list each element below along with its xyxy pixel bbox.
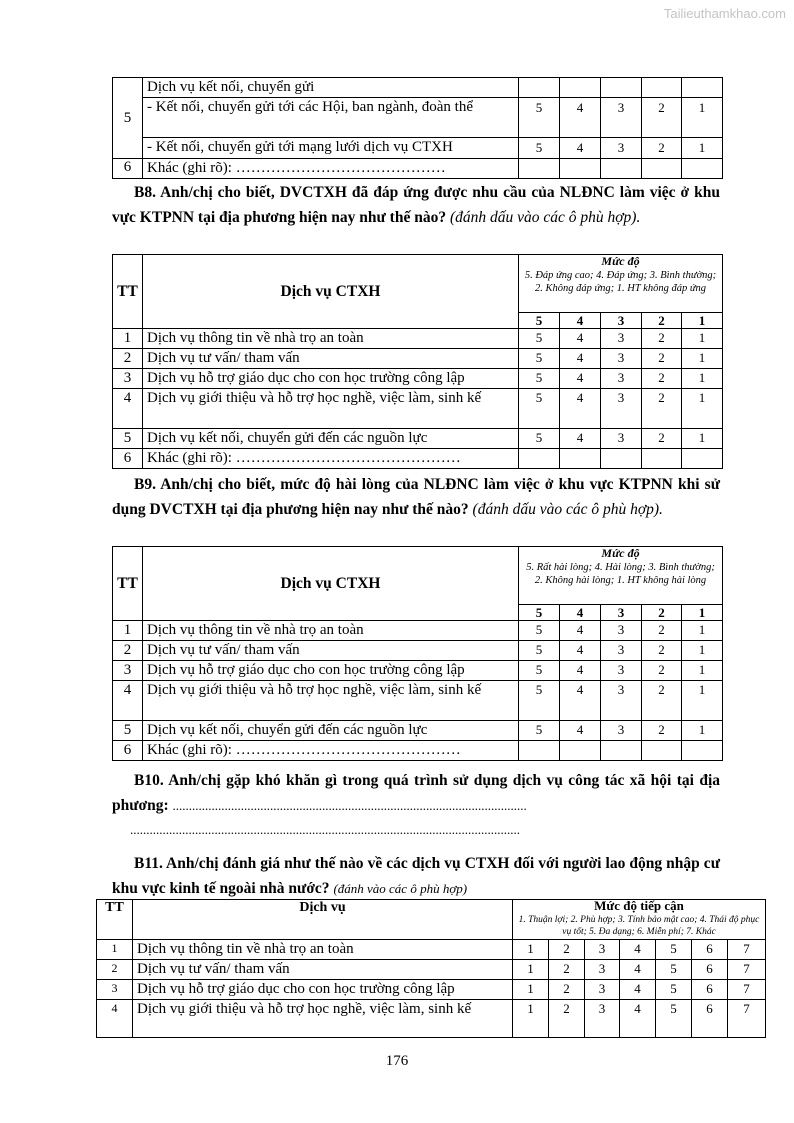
scale-header: 2 <box>642 605 682 621</box>
score-option: 4 <box>560 661 601 681</box>
service-label: Dịch vụ hỗ trợ giáo dục cho con học trường công lập <box>143 661 519 681</box>
service-label: Dịch vụ thông tin về nhà trọ an toàn <box>143 329 519 349</box>
table-row <box>113 661 723 681</box>
score-option: 3 <box>585 960 620 980</box>
score-option: 2 <box>549 980 585 1000</box>
empty-cell <box>682 159 723 179</box>
score-option: 5 <box>519 641 560 661</box>
row-number: 6 <box>113 159 143 179</box>
scale-header: 3 <box>601 605 642 621</box>
score-option: 2 <box>642 681 682 721</box>
score-option: 3 <box>601 661 642 681</box>
scale-header: 5 <box>519 313 560 329</box>
question-b10: B10. Anh/chị gặp khó khăn gì trong quá trình sử dụng dịch vụ công tác xã hội tại địa phương: ............................................................................................................. <box>112 772 720 814</box>
row-number: 5 <box>113 721 143 741</box>
score-option: 5 <box>656 940 692 960</box>
level-title: Mức độ <box>601 546 640 560</box>
score-option: 6 <box>692 940 728 960</box>
row-number: 1 <box>97 940 133 960</box>
table-row <box>113 389 723 429</box>
empty-cell <box>682 449 723 469</box>
column-header-tt: TT <box>113 255 143 329</box>
empty-cell <box>560 78 601 98</box>
score-option: 3 <box>601 389 642 429</box>
service-label: Dịch vụ tư vấn/ tham vấn <box>143 641 519 661</box>
scale-header: 1 <box>682 313 723 329</box>
score-option: 3 <box>601 138 642 159</box>
column-header-tt: TT <box>113 547 143 621</box>
table-header-row <box>113 255 723 313</box>
table-header-row <box>97 900 766 940</box>
scale-header: 1 <box>682 605 723 621</box>
score-option: 2 <box>642 429 682 449</box>
score-option: 4 <box>560 721 601 741</box>
score-option: 2 <box>642 621 682 641</box>
score-option: 1 <box>682 661 723 681</box>
empty-cell <box>642 741 682 761</box>
table-header-row <box>113 547 723 605</box>
service-label: Khác (ghi rõ): ……………………………………… <box>143 449 519 469</box>
score-option: 3 <box>601 641 642 661</box>
empty-cell <box>642 78 682 98</box>
score-option: 2 <box>549 940 585 960</box>
score-option: 7 <box>728 940 766 960</box>
empty-cell <box>682 741 723 761</box>
column-header-service: Dịch vụ <box>133 900 513 940</box>
score-option: 5 <box>656 960 692 980</box>
empty-cell <box>601 741 642 761</box>
score-option: 3 <box>585 940 620 960</box>
level-description: 5. Đáp ứng cao; 4. Đáp ứng; 3. Bình thường; 2. Không đáp ứng; 1. HT không đáp ứng <box>524 270 717 294</box>
score-option: 6 <box>692 1000 728 1038</box>
score-option: 1 <box>682 329 723 349</box>
table-row <box>97 940 766 960</box>
table-row <box>113 721 723 741</box>
level-title: Mức độ <box>601 254 640 268</box>
service-label: Dịch vụ kết nối, chuyển gửi đến các nguồn lực <box>143 429 519 449</box>
table-row <box>113 369 723 389</box>
score-option: 5 <box>519 429 560 449</box>
score-option: 5 <box>519 369 560 389</box>
score-option: 5 <box>656 980 692 1000</box>
score-option: 5 <box>519 621 560 641</box>
score-option: 2 <box>642 138 682 159</box>
service-label: - Kết nối, chuyển gửi tới mạng lưới dịch vụ CTXH <box>143 138 519 159</box>
score-option: 2 <box>642 98 682 138</box>
score-option: 1 <box>682 349 723 369</box>
score-option: 2 <box>549 960 585 980</box>
service-label: Dịch vụ giới thiệu và hỗ trợ học nghề, việc làm, sinh kế <box>143 389 519 429</box>
score-option: 6 <box>692 960 728 980</box>
score-option: 4 <box>620 980 656 1000</box>
score-option: 4 <box>560 98 601 138</box>
table-row <box>113 349 723 369</box>
empty-cell <box>519 449 560 469</box>
service-label: Dịch vụ thông tin về nhà trọ an toàn <box>133 940 513 960</box>
empty-cell <box>560 159 601 179</box>
table-row <box>113 138 723 159</box>
column-header-level <box>513 900 766 940</box>
score-option: 7 <box>728 960 766 980</box>
table-row <box>113 641 723 661</box>
row-number: 1 <box>113 621 143 641</box>
row-number: 1 <box>113 329 143 349</box>
row-number: 6 <box>113 741 143 761</box>
table-b8 <box>112 254 723 469</box>
row-number: 4 <box>97 1000 133 1038</box>
empty-cell <box>519 78 560 98</box>
service-label: Dịch vụ tư vấn/ tham vấn <box>143 349 519 369</box>
score-option: 4 <box>620 1000 656 1038</box>
empty-cell <box>601 159 642 179</box>
empty-cell <box>519 741 560 761</box>
service-label: Dịch vụ giới thiệu và hỗ trợ học nghề, việc làm, sinh kế <box>133 1000 513 1038</box>
table-b7-continuation <box>112 77 723 179</box>
score-option: 4 <box>560 681 601 721</box>
score-option: 4 <box>560 389 601 429</box>
score-option: 3 <box>601 349 642 369</box>
table-row <box>97 980 766 1000</box>
empty-cell <box>601 78 642 98</box>
service-label: Dịch vụ hỗ trợ giáo dục cho con học trường công lập <box>133 980 513 1000</box>
score-option: 2 <box>642 349 682 369</box>
page-number: 176 <box>385 1053 409 1069</box>
table-row <box>113 429 723 449</box>
score-option: 5 <box>519 349 560 369</box>
score-option: 1 <box>682 429 723 449</box>
score-option: 3 <box>601 329 642 349</box>
empty-cell <box>601 449 642 469</box>
table-row <box>97 960 766 980</box>
level-description: 1. Thuận lợi; 2. Phù hợp; 3. Tính bảo mật cao; 4. Thái độ phục vụ tốt; 5. Đa dạng; 6. Miễn phí; 7. Khác <box>518 915 760 937</box>
score-option: 1 <box>682 369 723 389</box>
level-description: 5. Rất hài lòng; 4. Hài lòng; 3. Bình thường; 2. Không hài lòng; 1. HT không hài lòng <box>526 562 715 586</box>
score-option: 7 <box>728 980 766 1000</box>
empty-cell <box>682 78 723 98</box>
score-option: 5 <box>656 1000 692 1038</box>
row-number: 2 <box>113 641 143 661</box>
row-number: 3 <box>97 980 133 1000</box>
scale-header: 4 <box>560 313 601 329</box>
scale-header: 5 <box>519 605 560 621</box>
service-label: Dịch vụ tư vấn/ tham vấn <box>133 960 513 980</box>
row-number: 2 <box>113 349 143 369</box>
score-option: 4 <box>560 138 601 159</box>
score-option: 2 <box>642 721 682 741</box>
table-row <box>113 449 723 469</box>
service-group-label: Dịch vụ kết nối, chuyển gửi <box>143 78 519 98</box>
watermark: Tailieuthamkhao.com <box>663 6 786 21</box>
column-header-level <box>519 547 723 605</box>
score-option: 3 <box>601 721 642 741</box>
question-b8: B8. Anh/chị cho biết, DVCTXH đã đáp ứng được nhu cầu của NLĐNC làm việc ở khu vực KTPNN tại địa phương hiện nay như thế nào? (đánh dấu vào các ô phù hợp). <box>112 184 720 226</box>
score-option: 1 <box>682 98 723 138</box>
row-number: 3 <box>113 369 143 389</box>
level-title: Mức độ tiếp cận <box>594 899 684 913</box>
row-number: 6 <box>113 449 143 469</box>
score-option: 1 <box>513 980 549 1000</box>
table-row <box>113 159 723 179</box>
empty-cell <box>642 449 682 469</box>
score-option: 5 <box>519 721 560 741</box>
score-option: 2 <box>642 369 682 389</box>
score-option: 1 <box>682 389 723 429</box>
score-option: 2 <box>642 641 682 661</box>
score-option: 4 <box>560 429 601 449</box>
score-option: 1 <box>513 940 549 960</box>
row-number: 4 <box>113 389 143 429</box>
empty-cell <box>560 741 601 761</box>
score-option: 2 <box>642 389 682 429</box>
service-label: Dịch vụ thông tin về nhà trọ an toàn <box>143 621 519 641</box>
score-option: 5 <box>519 329 560 349</box>
service-label: Dịch vụ giới thiệu và hỗ trợ học nghề, việc làm, sinh kế <box>143 681 519 721</box>
other-specify-label: Khác (ghi rõ): …………………………………… <box>143 159 519 179</box>
score-option: 4 <box>560 329 601 349</box>
scale-header: 2 <box>642 313 682 329</box>
score-option: 1 <box>682 641 723 661</box>
score-option: 5 <box>519 98 560 138</box>
table-row <box>113 98 723 138</box>
table-b11 <box>96 899 766 1038</box>
service-label: Khác (ghi rõ): ……………………………………… <box>143 741 519 761</box>
table-row <box>113 329 723 349</box>
table-row <box>113 78 723 98</box>
score-option: 1 <box>682 621 723 641</box>
score-option: 2 <box>549 1000 585 1038</box>
score-option: 5 <box>519 661 560 681</box>
service-label: Dịch vụ kết nối, chuyển gửi đến các nguồn lực <box>143 721 519 741</box>
score-option: 3 <box>585 980 620 1000</box>
question-b11: B11. Anh/chị đánh giá như thế nào về các dịch vụ CTXH đối với người lao động nhập cư khu vực kinh tế ngoài nhà nước? (đánh vào các ô phù hợp) <box>112 855 720 897</box>
score-option: 3 <box>585 1000 620 1038</box>
score-option: 3 <box>601 429 642 449</box>
question-b9: B9. Anh/chị cho biết, mức độ hài lòng của NLĐNC làm việc ở khu vực KTPNN khi sử dụng DVCTXH tại địa phương hiện nay như thế nào? (đánh dấu vào các ô phù hợp). <box>112 476 720 518</box>
table-row <box>113 621 723 641</box>
row-number: 5 <box>113 429 143 449</box>
table-row <box>113 741 723 761</box>
empty-cell <box>642 159 682 179</box>
score-option: 4 <box>620 940 656 960</box>
column-header-level <box>519 255 723 313</box>
column-header-tt: TT <box>97 900 133 940</box>
service-label: Dịch vụ hỗ trợ giáo dục cho con học trường công lập <box>143 369 519 389</box>
score-option: 3 <box>601 621 642 641</box>
scale-header: 4 <box>560 605 601 621</box>
table-row <box>97 1000 766 1038</box>
score-option: 5 <box>519 681 560 721</box>
score-option: 1 <box>682 721 723 741</box>
score-option: 7 <box>728 1000 766 1038</box>
score-option: 3 <box>601 369 642 389</box>
empty-cell <box>560 449 601 469</box>
row-number: 2 <box>97 960 133 980</box>
score-option: 2 <box>642 661 682 681</box>
service-label: - Kết nối, chuyển gửi tới các Hội, ban ngành, đoàn thể <box>143 98 519 138</box>
score-option: 4 <box>620 960 656 980</box>
row-number: 3 <box>113 661 143 681</box>
column-header-service: Dịch vụ CTXH <box>143 255 519 329</box>
row-number: 5 <box>113 78 143 159</box>
score-option: 3 <box>601 98 642 138</box>
column-header-service: Dịch vụ CTXH <box>143 547 519 621</box>
empty-cell <box>519 159 560 179</box>
score-option: 3 <box>601 681 642 721</box>
score-option: 1 <box>682 138 723 159</box>
score-option: 4 <box>560 369 601 389</box>
answer-dots-2: ........................................................................................................................ <box>130 822 520 837</box>
score-option: 1 <box>682 681 723 721</box>
score-option: 4 <box>560 621 601 641</box>
answer-dots-1: ............................................................................................................. <box>172 798 527 813</box>
scale-header: 3 <box>601 313 642 329</box>
score-option: 1 <box>513 960 549 980</box>
table-row <box>113 681 723 721</box>
table-b9 <box>112 546 723 761</box>
score-option: 4 <box>560 349 601 369</box>
score-option: 5 <box>519 138 560 159</box>
score-option: 1 <box>513 1000 549 1038</box>
score-option: 5 <box>519 389 560 429</box>
score-option: 6 <box>692 980 728 1000</box>
row-number: 4 <box>113 681 143 721</box>
score-option: 4 <box>560 641 601 661</box>
score-option: 2 <box>642 329 682 349</box>
